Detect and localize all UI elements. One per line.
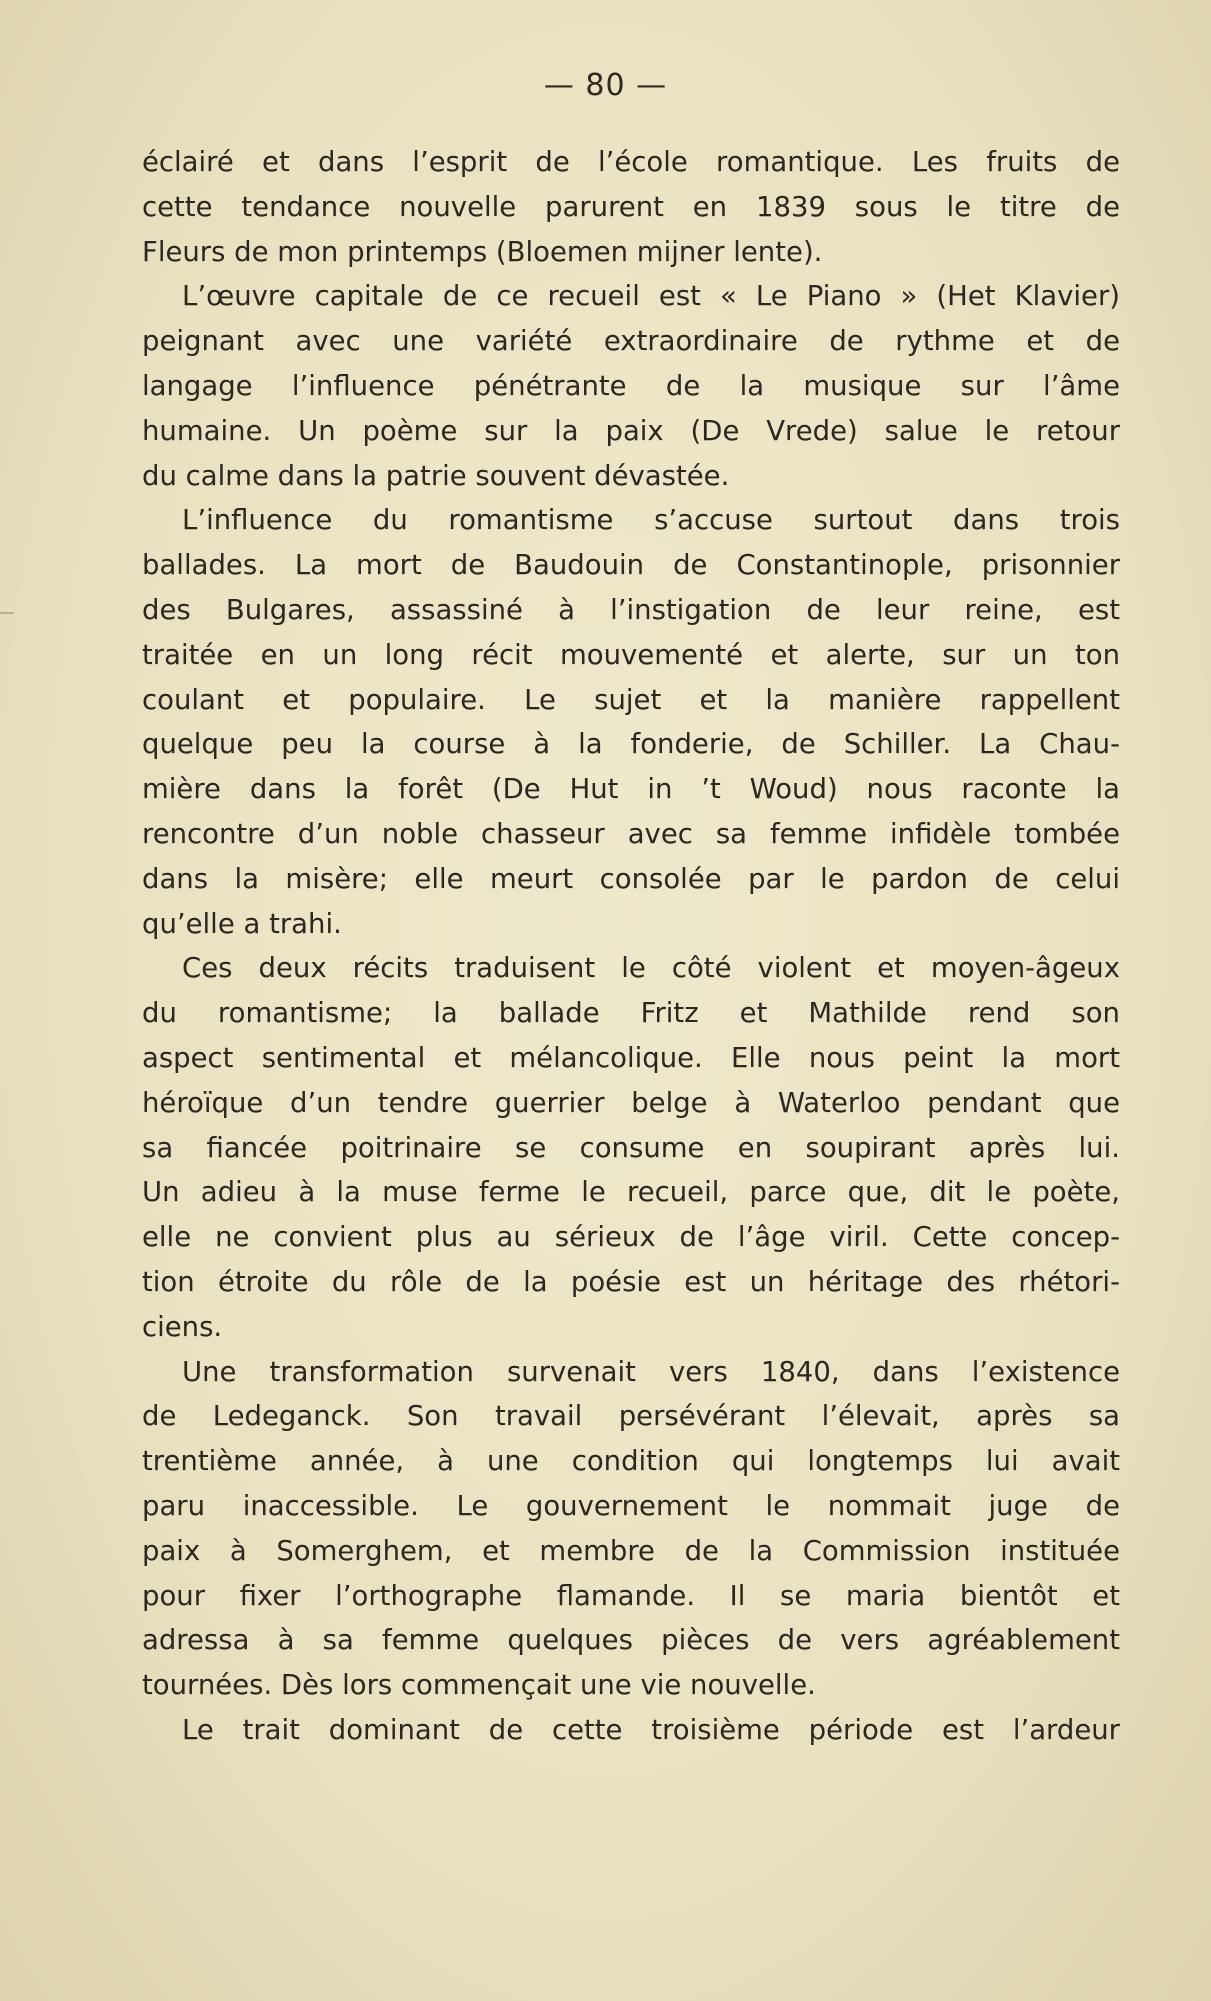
text-line: du calme dans la patrie souvent dévastée. — [142, 459, 730, 492]
text-line: Une transformation survenait vers 1840, dans l’existence — [182, 1355, 1120, 1388]
text-line: elle ne convient plus au sérieux de l’âge viril. Cette concep- — [142, 1221, 1120, 1254]
text-line: mière dans la forêt (De Hut in ’t Woud) nous raconte la — [142, 773, 1120, 806]
text-line: peignant avec une variété extraordinaire de rythme et de — [142, 325, 1120, 358]
text-line: pour fixer l’orthographe flamande. Il se maria bientôt et — [142, 1579, 1120, 1612]
text-line: Le trait dominant de cette troisième période est l’ardeur — [182, 1713, 1120, 1746]
text-line: ballades. La mort de Baudouin de Constantinople, prisonnier — [142, 549, 1120, 582]
text-line: tournées. Dès lors commençait une vie nouvelle. — [142, 1669, 816, 1702]
text-line: de Ledeganck. Son travail persévérant l’élevait, après sa — [142, 1400, 1120, 1433]
text-line: langage l’influence pénétrante de la musique sur l’âme — [142, 369, 1120, 402]
text-line: Ces deux récits traduisent le côté violent et moyen-âgeux — [182, 952, 1120, 985]
text-line: ciens. — [142, 1310, 223, 1343]
text-line: éclairé et dans l’esprit de l’école romantique. Les fruits de — [142, 146, 1120, 178]
text-line: tion étroite du rôle de la poésie est un héritage des rhétori- — [142, 1265, 1120, 1298]
text-line: adressa à sa femme quelques pièces de vers agréablement — [142, 1624, 1120, 1657]
text-line: humaine. Un poème sur la paix (De Vrede) salue le retour — [142, 414, 1120, 447]
text-line: des Bulgares, assassiné à l’instigation de leur reine, est — [142, 593, 1120, 626]
text-line: sa fiancée poitrinaire se consume en soupirant après lui. — [142, 1131, 1120, 1164]
text-line: L’œuvre capitale de ce recueil est « Le Piano » (Het Klavier) — [182, 280, 1120, 313]
text-line: paix à Somerghem, et membre de la Commission instituée — [142, 1534, 1120, 1567]
page-edge-mark — [0, 612, 14, 614]
text-line: L’influence du romantisme s’accuse surtout dans trois — [182, 504, 1120, 537]
text-line: trentième année, à une condition qui longtemps lui avait — [142, 1445, 1120, 1478]
text-line: Un adieu à la muse ferme le recueil, parce que, dit le poète, — [142, 1176, 1120, 1209]
text-line: du romantisme; la ballade Fritz et Mathilde rend son — [142, 997, 1120, 1030]
text-line: quelque peu la course à la fonderie, de Schiller. La Chau- — [142, 728, 1120, 761]
text-line: coulant et populaire. Le sujet et la manière rappellent — [142, 683, 1120, 716]
text-line: Fleurs de mon printemps (Bloemen mijner lente). — [142, 235, 823, 268]
text-line: aspect sentimental et mélancolique. Elle nous peint la mort — [142, 1041, 1120, 1074]
text-line: héroïque d’un tendre guerrier belge à Waterloo pendant que — [142, 1086, 1120, 1119]
text-line: dans la misère; elle meurt consolée par le pardon de celui — [142, 862, 1120, 895]
text-line: traitée en un long récit mouvementé et alerte, sur un ton — [142, 638, 1120, 671]
text-line: paru inaccessible. Le gouvernement le nommait juge de — [142, 1489, 1120, 1522]
text-line: cette tendance nouvelle parurent en 1839 sous le titre de — [142, 190, 1120, 223]
text-line: rencontre d’un noble chasseur avec sa femme infidèle tombée — [142, 817, 1120, 850]
text-line: qu’elle a trahi. — [142, 907, 342, 940]
page-number: — 80 — — [543, 68, 668, 103]
body-text — [142, 140, 1120, 1753]
